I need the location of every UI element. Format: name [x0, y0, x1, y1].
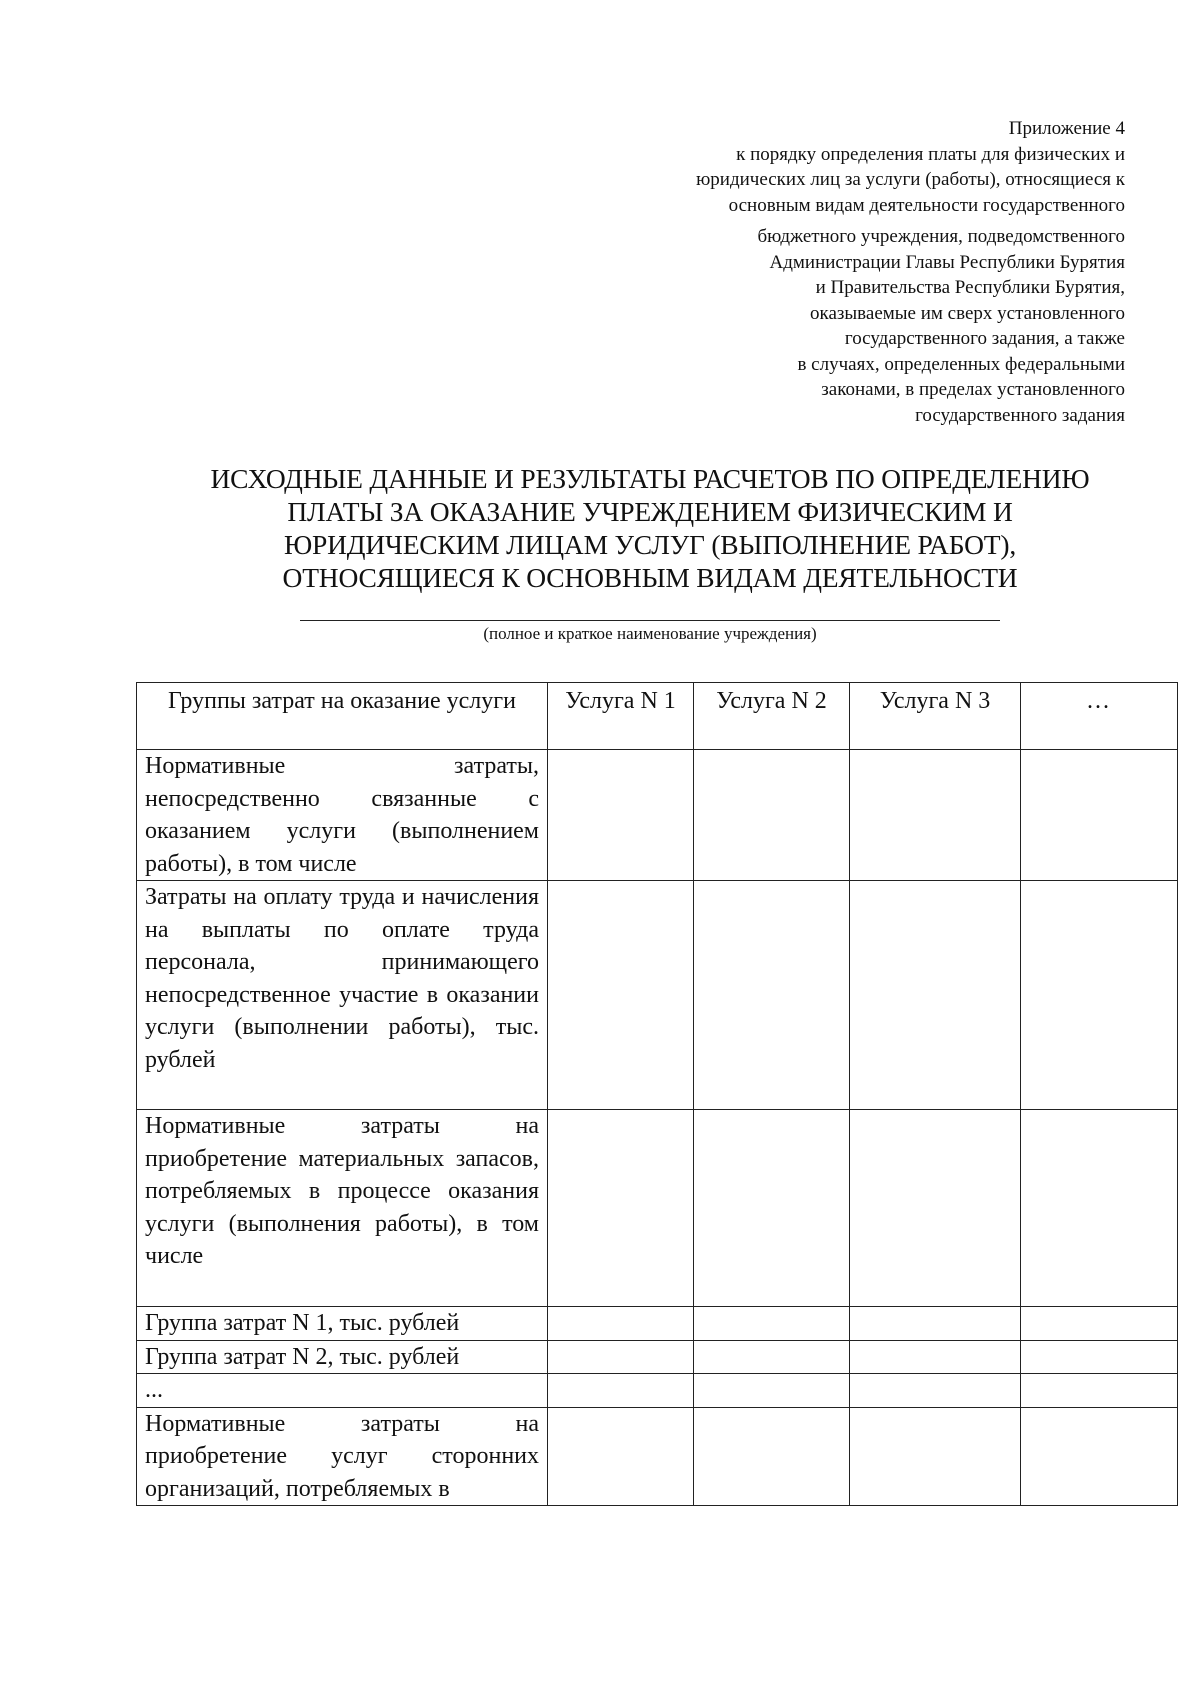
appendix-line: и Правительства Республики Бурятия,: [815, 277, 1125, 298]
appendix-line: государственного задания: [915, 404, 1125, 426]
table-cell: [548, 1407, 694, 1506]
row-label: ...: [137, 1374, 548, 1408]
appendix-line: основным видам деятельности государственного: [728, 194, 1125, 216]
row-label: Группа затрат N 1, тыс. рублей: [137, 1307, 548, 1341]
table-cell: [548, 1110, 694, 1307]
table-cell: [548, 1340, 694, 1374]
document-title: [130, 462, 1170, 594]
appendix-line: в случаях, определенных федеральными: [797, 353, 1125, 375]
table-row: [137, 1110, 1178, 1307]
title-line: ПЛАТЫ ЗА ОКАЗАНИЕ УЧРЕЖДЕНИЕМ ФИЗИЧЕСКИМ И: [287, 496, 1013, 527]
table-row: [137, 881, 1178, 1110]
appendix-line: государственного задания, а также: [844, 328, 1125, 349]
table-cell: [694, 1340, 850, 1374]
table-cell: [850, 750, 1021, 881]
table-cell: [1021, 1407, 1178, 1506]
appendix-line: юридических лиц за услуги (работы), относящиеся к: [696, 169, 1125, 190]
institution-name-underline: [300, 620, 1000, 621]
table-cell: [548, 750, 694, 881]
table-cell: [1021, 1374, 1178, 1408]
appendix-line: законами, в пределах установленного: [821, 379, 1125, 400]
appendix-line: к порядку определения платы для физических и: [736, 143, 1125, 165]
row-label: Затраты на оплату труда и начисления на выплаты по оплате труда персонала, принимающего непосредственное участие в оказании услуги (выполнении работы), тыс. рублей: [137, 881, 548, 1110]
table-cell: [1021, 1110, 1178, 1307]
header-more: ...: [1021, 683, 1178, 750]
table-cell: [850, 881, 1021, 1110]
table-cell: [1021, 1340, 1178, 1374]
table-cell: [850, 1374, 1021, 1408]
table-cell: [850, 1110, 1021, 1307]
row-label: Нормативные затраты на приобретение услуг сторонних организаций, потребляемых в: [137, 1407, 548, 1506]
table-cell: [850, 1340, 1021, 1374]
table-cell: [694, 1307, 850, 1341]
table-cell: [694, 750, 850, 881]
appendix-line: Администрации Главы Республики Бурятия: [769, 251, 1125, 273]
table-cell: [1021, 881, 1178, 1110]
table-cell: [1021, 750, 1178, 881]
appendix-block: [565, 116, 1125, 428]
table-cell: [694, 1407, 850, 1506]
appendix-line: бюджетного учреждения, подведомственного: [757, 226, 1125, 247]
title-line: ОТНОСЯЩИЕСЯ К ОСНОВНЫМ ВИДАМ ДЕЯТЕЛЬНОСТИ: [282, 562, 1018, 593]
table-row: [137, 1307, 1178, 1341]
table-cell: [694, 1374, 850, 1408]
cost-groups-table: [136, 682, 1178, 1506]
row-label: Нормативные затраты, непосредственно связанные с оказанием услуги (выполнением работы), в том числе: [137, 750, 548, 881]
table-row: [137, 1407, 1178, 1506]
table-cell: [548, 881, 694, 1110]
table-cell: [548, 1307, 694, 1341]
table-cell: [694, 881, 850, 1110]
table-row: [137, 1374, 1178, 1408]
header-service-1: Услуга N 1: [548, 683, 694, 750]
appendix-line: оказываемые им сверх установленного: [810, 302, 1125, 324]
table-cell: [850, 1307, 1021, 1341]
institution-name-caption: (полное и краткое наименование учреждения): [483, 624, 817, 643]
table-row: [137, 750, 1178, 881]
title-line: ИСХОДНЫЕ ДАННЫЕ И РЕЗУЛЬТАТЫ РАСЧЕТОВ ПО ОПРЕДЕЛЕНИЮ: [210, 463, 1090, 494]
table-cell: [1021, 1307, 1178, 1341]
table-row: [137, 1340, 1178, 1374]
header-service-3: Услуга N 3: [850, 683, 1021, 750]
table-cell: [850, 1407, 1021, 1506]
header-service-2: Услуга N 2: [694, 683, 850, 750]
table-cell: [548, 1374, 694, 1408]
appendix-line: Приложение 4: [1008, 118, 1125, 139]
header-cost-groups: Группы затрат на оказание услуги: [137, 683, 548, 750]
title-line: ЮРИДИЧЕСКИМ ЛИЦАМ УСЛУГ (ВЫПОЛНЕНИЕ РАБОТ),: [283, 529, 1017, 560]
row-label: Группа затрат N 2, тыс. рублей: [137, 1340, 548, 1374]
row-label: Нормативные затраты на приобретение материальных запасов, потребляемых в процессе оказания услуги (выполнения работы), в том числе: [137, 1110, 548, 1307]
table-header-row: [137, 683, 1178, 750]
table-cell: [694, 1110, 850, 1307]
